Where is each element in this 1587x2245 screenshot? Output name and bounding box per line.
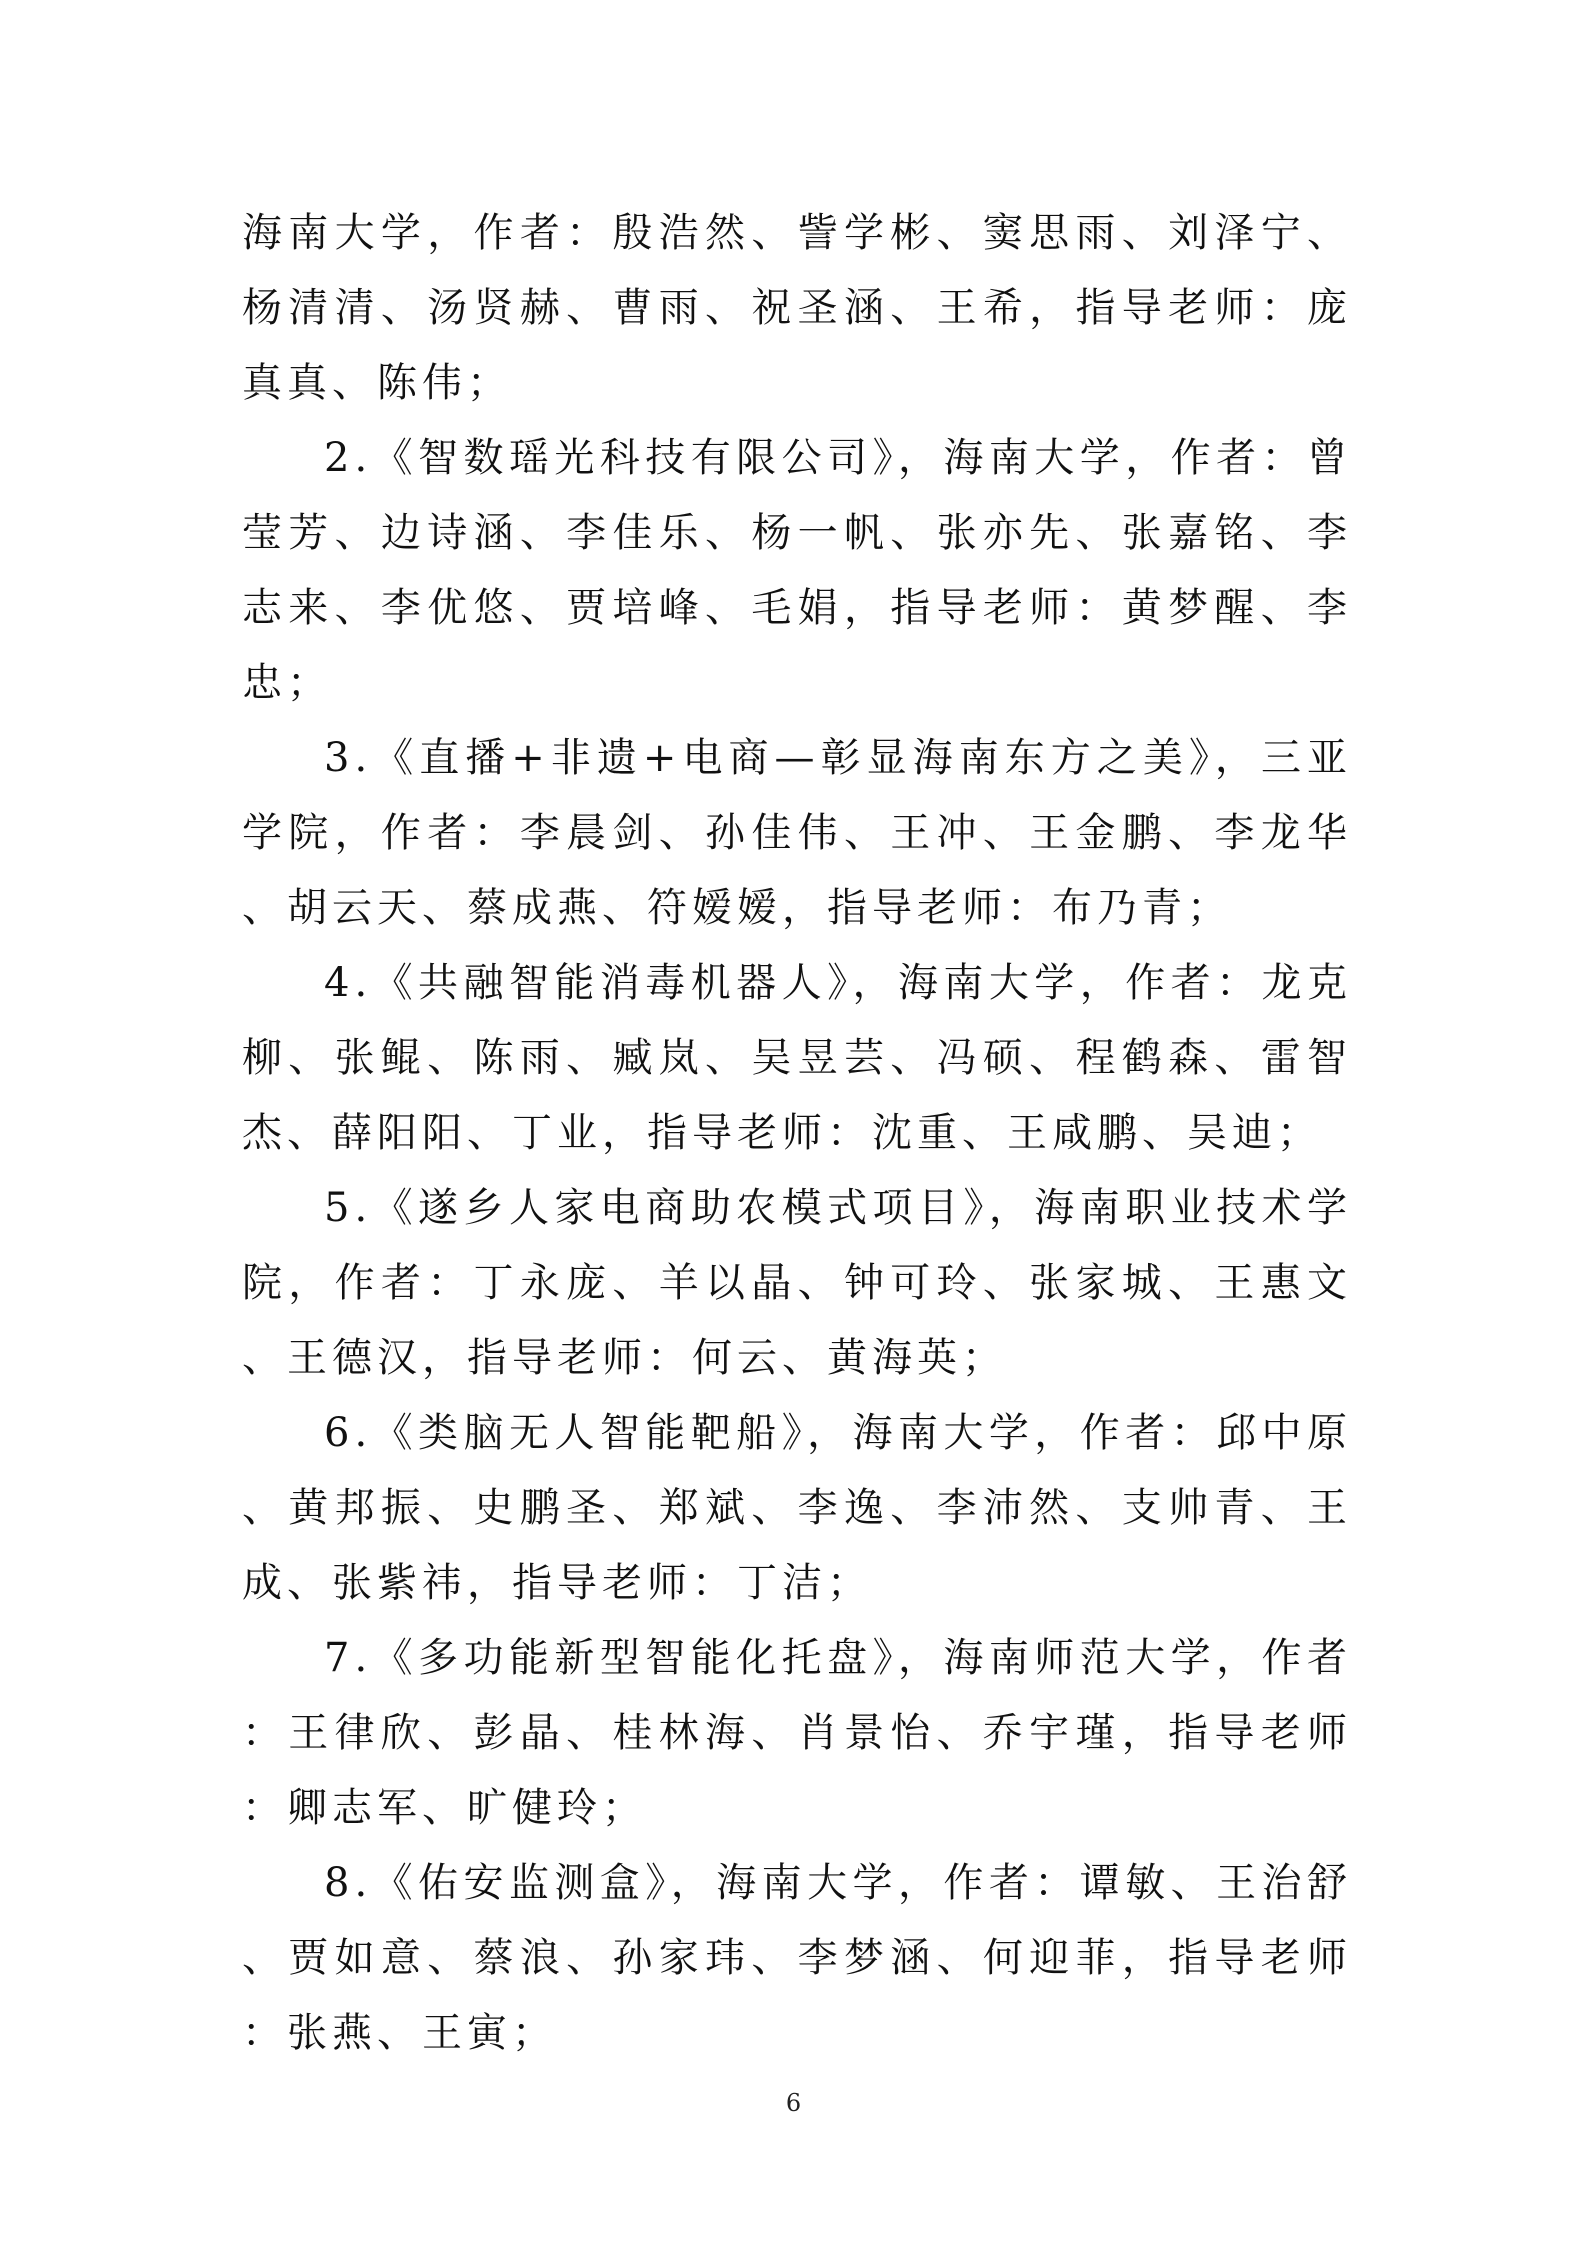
- document-body: [242, 196, 1352, 2071]
- award-entry-7: 7.《多功能新型智能化托盘》，海南师范大学，作者：王律欣、彭晶、桂林海、肖景怡、乔宇瑾，指导老师：卿志军、旷健玲；: [242, 1635, 1352, 1831]
- award-entry-2: 2.《智数瑶光科技有限公司》，海南大学，作者：曾莹芳、边诗涵、李佳乐、杨一帆、张亦先、张嘉铭、李志来、李优悠、贾培峰、毛娟，指导老师：黄梦醒、李忠；: [242, 435, 1352, 706]
- award-entry-6: 6.《类脑无人智能靶船》，海南大学，作者：邱中原、黄邦振、史鹏圣、郑斌、李逸、李沛然、支帅青、王成、张紫祎，指导老师：丁洁；: [242, 1410, 1352, 1606]
- award-entry-8: 8.《佑安监测盒》，海南大学，作者：谭敏、王治舒、贾如意、蔡浪、孙家玮、李梦涵、何迎菲，指导老师：张燕、王寅；: [242, 1860, 1352, 2056]
- paragraph-continuation: 海南大学，作者：殷浩然、訾学彬、窦思雨、刘泽宁、杨清清、汤贤赫、曹雨、祝圣涵、王希，指导老师：庞真真、陈伟；: [242, 210, 1352, 406]
- award-entry-5: 5.《遂乡人家电商助农模式项目》，海南职业技术学院，作者：丁永庞、羊以晶、钟可玲、张家城、王惠文、王德汉，指导老师：何云、黄海英；: [242, 1185, 1352, 1381]
- page-number: 6: [785, 2089, 802, 2117]
- award-entry-3: 3.《直播+非遗+电商—彰显海南东方之美》，三亚学院，作者：李晨剑、孙佳伟、王冲、王金鹏、李龙华、胡云天、蔡成燕、符嫒嫒，指导老师：布乃青；: [242, 735, 1352, 931]
- award-entry-4: 4.《共融智能消毒机器人》，海南大学，作者：龙克柳、张鲲、陈雨、臧岚、吴昱芸、冯硕、程鹤森、雷智杰、薛阳阳、丁业，指导老师：沈重、王咸鹏、吴迪；: [242, 960, 1352, 1156]
